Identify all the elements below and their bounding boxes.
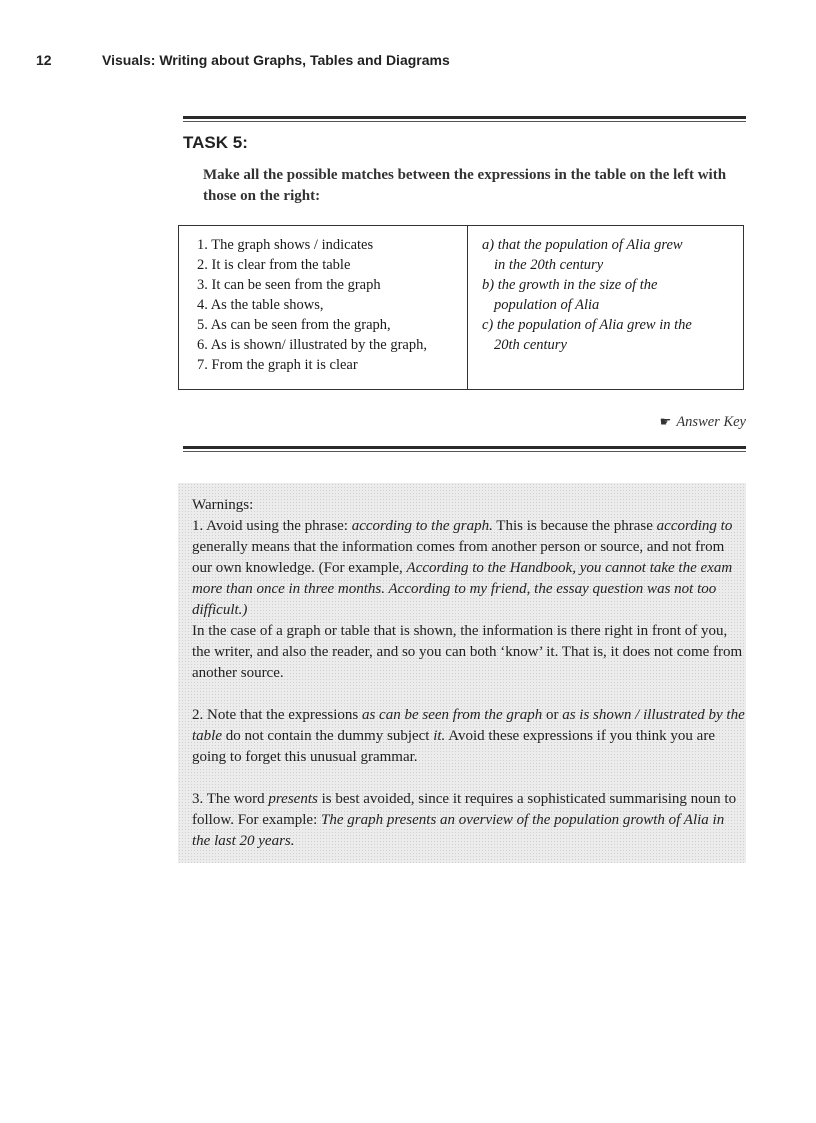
warnings-heading: Warnings: bbox=[192, 497, 254, 513]
answer-key-link[interactable] bbox=[660, 414, 746, 431]
warning-italic: presents bbox=[268, 791, 318, 807]
page-header bbox=[36, 52, 450, 68]
expression-item: 1. The graph shows / indicates bbox=[197, 237, 374, 253]
expression-item: 4. As the table shows, bbox=[197, 297, 324, 313]
warning-2 bbox=[192, 705, 746, 768]
warning-text: generally means that the information comes from another person or source, and not from our own knowledge. (For example, bbox=[192, 539, 725, 576]
warning-3 bbox=[192, 789, 746, 852]
spacer bbox=[192, 768, 746, 789]
warning-italic: According to the Handbook, you cannot take the exam more than once in three months. According to my friend, the essay question was not too difficult.) bbox=[192, 560, 733, 618]
top-divider bbox=[183, 116, 746, 119]
completion-a: a) that the population of Alia grew bbox=[482, 237, 683, 253]
completion-c-cont: 20th century bbox=[494, 337, 567, 353]
warning-1 bbox=[192, 516, 746, 621]
completion-b-cont: population of Alia bbox=[494, 297, 600, 313]
warning-italic: according to the graph. bbox=[351, 518, 493, 534]
warning-italic: it. bbox=[433, 728, 446, 744]
task-title: TASK 5: bbox=[183, 133, 248, 152]
warning-text: This is because the phrase bbox=[492, 518, 657, 534]
spacer bbox=[192, 684, 746, 705]
warning-text: 2. Note that the expressions bbox=[192, 707, 362, 723]
warning-italic: according to bbox=[656, 518, 733, 534]
bottom-divider bbox=[183, 446, 746, 449]
warning-italic: as can be seen from the graph bbox=[361, 707, 543, 723]
warning-text: 3. The word bbox=[192, 791, 269, 807]
warning-text: Avoid these expressions if you think you are going to forget this unusual grammar. bbox=[192, 728, 715, 765]
pointing-hand-icon: ☛ bbox=[659, 414, 672, 429]
running-title: Visuals: Writing about Graphs, Tables and Diagrams bbox=[102, 52, 450, 68]
warning-1-continued: In the case of a graph or table that is shown, the information is there right in front of you, the writer, and also the reader, and so you can both ‘know’ it. That is, it does not come from another source. bbox=[192, 623, 743, 681]
completion-c: c) the population of Alia grew in the bbox=[482, 317, 692, 333]
matching-table bbox=[178, 225, 744, 390]
warning-italic: as is shown / illustrated by the table bbox=[192, 707, 745, 744]
expression-item: 3. It can be seen from the graph bbox=[197, 277, 381, 293]
completions-column bbox=[468, 226, 743, 389]
expression-item: 7. From the graph it is clear bbox=[197, 357, 358, 373]
expression-item: 2. It is clear from the table bbox=[197, 257, 351, 273]
page-number: 12 bbox=[36, 52, 52, 68]
expression-item: 6. As is shown/ illustrated by the graph, bbox=[197, 337, 427, 353]
expressions-column bbox=[179, 226, 468, 389]
warning-text: do not contain the dummy subject bbox=[222, 728, 434, 744]
completion-a-cont: in the 20th century bbox=[494, 257, 604, 273]
warnings-box bbox=[178, 483, 746, 863]
completion-b: b) the growth in the size of the bbox=[482, 277, 658, 293]
warning-text: or bbox=[542, 707, 563, 723]
warning-text: 1. Avoid using the phrase: bbox=[192, 518, 352, 534]
expression-item: 5. As can be seen from the graph, bbox=[197, 317, 391, 333]
answer-key-label: Answer Key bbox=[676, 414, 746, 430]
task-instructions: Make all the possible matches between the expressions in the table on the left with those on the right: bbox=[203, 167, 727, 204]
warning-italic: The graph presents an overview of the population growth of Alia in the last 20 years. bbox=[192, 812, 725, 849]
warning-text: is best avoided, since it requires a sophisticated summarising noun to follow. For example: bbox=[192, 791, 737, 828]
